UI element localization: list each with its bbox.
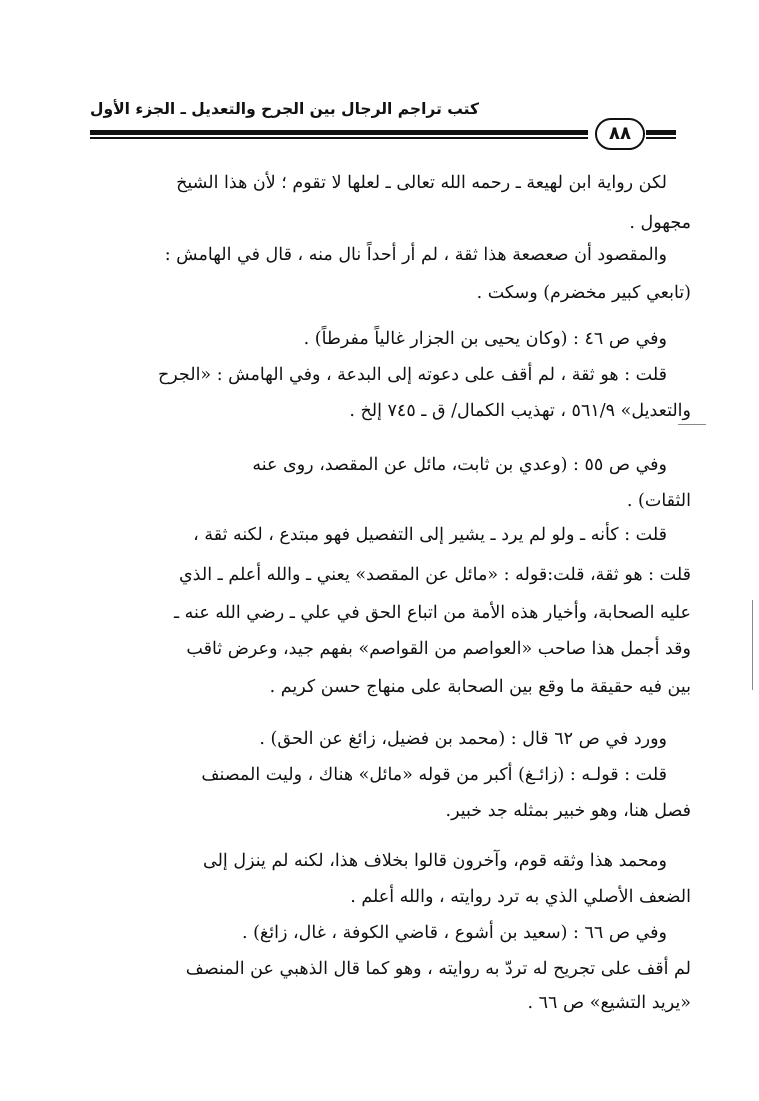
text-line: ومحمد هذا وثقه قوم، وآخرون قالوا بخلاف هذا، لكنه لم ينزل إلى (203, 851, 667, 871)
text-line: وورد في ص ٦٢ قال : (محمد بن فضيل، زائغ عن الحق) . (259, 729, 667, 749)
header-rule-end (646, 130, 676, 135)
text-line: وفي ص ٤٦ : (وكان يحيى بن الجزار غالياً مفرطاً) . (303, 329, 667, 349)
scan-mark (752, 600, 753, 690)
text-line: مجهول . (629, 213, 691, 233)
header-rule-thin (90, 137, 588, 139)
text-line: «يريد التشيع» ص ٦٦ . (527, 993, 691, 1013)
text-line: (تابعي كبير مخضرم) وسكت . (476, 283, 691, 303)
header-rule-end-thin (646, 137, 676, 139)
text-line: عليه الصحابة، وأخيار هذه الأمة من اتباع الحق في علي ـ رضي الله عنه ـ (173, 603, 691, 623)
text-line: الثقات) . (626, 491, 691, 511)
text-line: الضعف الأصلي الذي به ترد روايته ، والله أعلم . (350, 887, 691, 907)
page-header (90, 96, 690, 144)
text-line: والتعديل» ٥٦١/٩ ، تهذيب الكمال/ ق ـ ٧٤٥ إلخ . (349, 401, 691, 421)
text-line: لكن رواية ابن لهيعة ـ رحمه الله تعالى ـ لعلها لا تقوم ؛ لأن هذا الشيخ (176, 173, 667, 193)
text-line: قلت : هو ثقة ، لم أقف على دعوته إلى البدعة ، وفي الهامش : «الجرح (157, 365, 667, 385)
text-line: لم أقف على تجريح له تردّ به روايته ، وهو كما قال الذهبي عن المنصف (185, 959, 691, 979)
scan-mark (678, 424, 706, 425)
text-line: قلت : هو ثقة، قلت:قوله : «مائل عن المقصد» يعني ـ والله أعلم ـ الذي (178, 565, 691, 585)
page-number: ٨٨ (595, 118, 645, 150)
text-line: قلت : قولـه : (زائـغ) أكبر من قوله «مائل» هناك ، وليت المصنف (201, 765, 667, 785)
text-line: وفي ص ٦٦ : (سعيد بن أشوع ، قاضي الكوفة ، غال، زائغ) . (241, 923, 667, 943)
text-line: فصل هنا، وهو خبير بمثله جد خبير. (445, 801, 691, 821)
header-rule-thick (90, 130, 588, 135)
text-line: وفي ص ٥٥ : (وعدي بن ثابت، مائل عن المقصد، روى عنه (252, 455, 667, 475)
text-line: قلت : كأنه ـ ولو لم يرد ـ يشير إلى التفصيل فهو مبتدع ، لكنه ثقة ، (193, 525, 667, 545)
text-line: والمقصود أن صعصعة هذا ثقة ، لم أر أحداً نال منه ، قال في الهامش : (164, 245, 667, 265)
text-line: بين فيه حقيقة ما وقع بين الصحابة على منهاج حسن كريم . (269, 677, 691, 697)
text-line: وقد أجمل هذا صاحب «العواصم من القواصم» بفهم جيد، وعرض ثاقب (186, 639, 691, 659)
running-title: كتب تراجم الرجال بين الجرح والتعديل ـ الجزء الأول (90, 100, 480, 118)
